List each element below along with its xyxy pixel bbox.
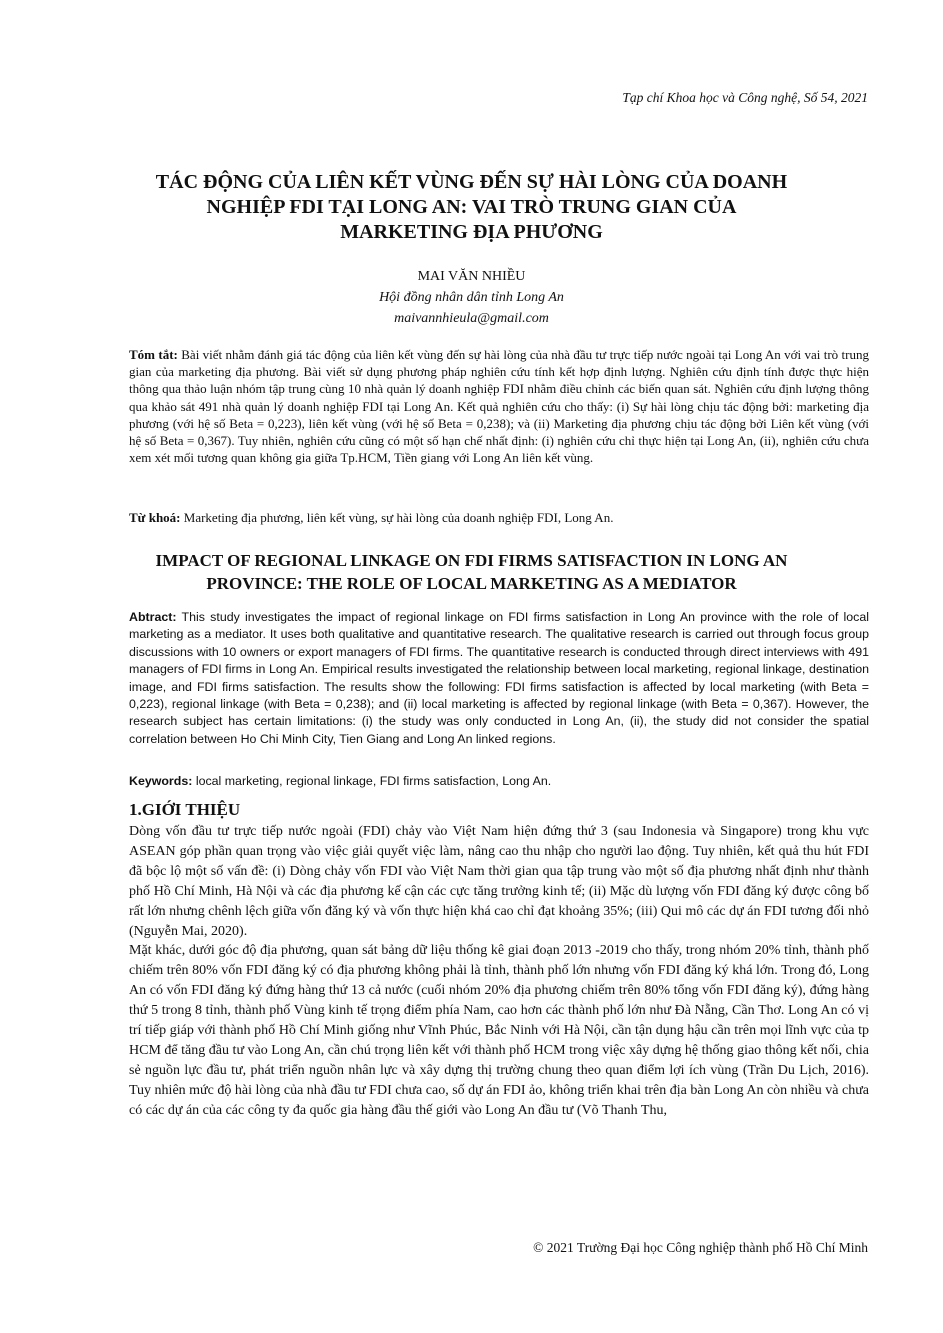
author-email: maivannhieula@gmail.com (394, 311, 549, 326)
english-keywords (129, 773, 869, 790)
section-1-paragraph-1: Dòng vốn đầu tư trực tiếp nước ngoài (FDI) chảy vào Việt Nam hiện đứng thứ 3 (sau Indonesia và Singapore) trong khu vực ASEAN góp phần quan trọng vào việc giải quyết việc làm, nâng cao thu nhập cho người lao động. Tuy nhiên, kết quả thu hút FDI đã bộc lộ một số vấn đề: (i) Dòng chảy vốn FDI vào Việt Nam thời gian qua tập trung vào một số địa phương nhất định như thành phố Hồ Chí Minh, Hà Nội và các địa phương kế cận các cực tăng trưởng kinh tế; (ii) Mặc dù lượng vốn FDI đăng ký được công bố rất lớn nhưng chênh lệch giữa vốn đăng ký và vốn thực hiện khá cao chỉ đạt khoảng 35%; (iii) Qui mô các dự án FDI tương đối nhỏ (Nguyễn Mai, 2020). (129, 824, 869, 939)
english-title-line-1: IMPACT OF REGIONAL LINKAGE ON FDI FIRMS SATISFACTION IN LONG AN (155, 551, 788, 570)
vietnamese-abstract-label: Tóm tắt: (129, 347, 178, 362)
vietnamese-title-line-3: MARKETING ĐỊA PHƯƠNG (340, 221, 603, 243)
english-abstract-text: This study investigates the impact of regional linkage on FDI firms satisfaction in Long An province with the role of local marketing as a mediator. It uses both qualitative and quantitative research. The qualitative research is carried out through focus group discussions with 10 owners or export managers of FDI firms. The quantitative research is conducted through direct interviews with 491 managers of FDI firms in Long An. Empirical results investigated the relationship between local marketing, regional linkage, destination image, and FDI firms satisfaction. The results show the following: FDI firms satisfaction is affected by local marketing (with Beta = 0,223), regional linkage (with Beta = 0,238); and (ii) local marketing is affected by regional linkage (with Beta = 0,367). However, the research subject has certain limitations: (i) the study was only conducted in Long An, (ii), the study did not consider the spatial correlation between Ho Chi Minh City, Tien Giang and Long An linked regions. (129, 610, 870, 746)
section-1-body (129, 822, 869, 1121)
english-title (110, 549, 833, 595)
copyright-footer: © 2021 Trường Đại học Công nghiệp thành phố Hồ Chí Minh (533, 1240, 868, 1255)
vietnamese-title-line-1: TÁC ĐỘNG CỦA LIÊN KẾT VÙNG ĐẾN SỰ HÀI LÒNG CỦA DOANH (155, 171, 788, 193)
author-affiliation: Hội đồng nhân dân tỉnh Long An (379, 290, 564, 305)
journal-header: Tạp chí Khoa học và Công nghệ, Số 54, 2021 (622, 90, 868, 105)
author-block (120, 266, 823, 329)
vietnamese-title-line-2: NGHIỆP FDI TẠI LONG AN: VAI TRÒ TRUNG GIAN CỦA (206, 196, 737, 218)
vietnamese-title (120, 170, 823, 245)
english-abstract (129, 609, 869, 748)
english-abstract-label: Abtract: (129, 610, 177, 624)
vietnamese-abstract (129, 346, 869, 466)
vietnamese-keywords (129, 509, 869, 526)
english-title-line-2: PROVINCE: THE ROLE OF LOCAL MARKETING AS A MEDIATOR (206, 574, 737, 593)
english-keywords-label: Keywords: (129, 774, 193, 788)
section-1-paragraph-2: Mặt khác, dưới góc độ địa phương, quan sát bảng dữ liệu thống kê giai đoạn 2013 -2019 cho thấy, trong nhóm 20% tỉnh, thành phố chiếm trên 80% vốn FDI đăng ký có địa phương không phải là tỉnh, thành phố lớn nhưng vốn FDI đăng ký khá lớn. Trong đó, Long An có vốn FDI đăng ký đứng hàng thứ 13 cả nước (cuối nhóm 20% địa phương chiếm trên 80% tổng vốn FDI đăng ký), đứng hàng thứ 5 trong 8 tỉnh, thành phố Vùng kinh tế trọng điểm phía Nam, cao hơn các thành phố lớn như Đà Nẵng, Cần Thơ. Long An có vị trí tiếp giáp với thành phố Hồ Chí Minh giống như Vĩnh Phúc, Bắc Ninh với Hà Nội, cần tận dụng hậu cần trên mọi lĩnh vực của tp HCM để tăng đầu tư vào Long An, cần chú trọng liên kết với thành phố HCM trong việc xây dựng hệ thống giao thông kết nối, chia sẻ nguồn lực đầu tư, phát triển nguồn nhân lực và xây dựng thị trường chung theo quan điểm lợi ích vùng (Trần Du Lịch, 2016). Tuy nhiên mức độ hài lòng của nhà đầu tư FDI chưa cao, số dự án FDI ảo, không triển khai trên địa bàn Long An còn nhiều và chưa có các dự án của các công ty đa quốc gia hàng đầu thế giới vào Long An đầu tư (Võ Thanh Thu, (129, 943, 869, 1118)
section-1-title: 1.GIỚI THIỆU (129, 800, 241, 819)
author-name: MAI VĂN NHIỀU (417, 269, 526, 284)
vietnamese-abstract-text: Bài viết nhằm đánh giá tác động của liên kết vùng đến sự hài lòng của nhà đầu tư trực tiếp nước ngoài tại Long An với vai trò trung gian của marketing địa phương. Bài viết sử dụng phương pháp nghiên cứu tính kết hợp định lượng. Nghiên cứu định tính được thực hiện thông qua thảo luận nhóm tập trung cùng 10 nhà quản lý doanh nghiệp FDI nhằm điều chỉnh các biến quan sát. Nghiên cứu định lượng thông qua khảo sát 491 nhà quản lý doanh nghiệp FDI tại Long An. Kết quả nghiên cứu cho thấy: (i) Sự hài lòng chịu tác động bởi: marketing địa phương (với hệ số Beta = 0,223), liên kết vùng (với hệ số Beta = 0,238); và (ii) Marketing địa phương chịu tác động bởi Liên kết vùng (với hệ số Beta = 0,367). Tuy nhiên, nghiên cứu cũng có một số hạn chế nhất định: (i) nghiên cứu chỉ thực hiện tại Long An, (ii), nghiên cứu chưa xem xét mối tương quan không gia giữa Tp.HCM, Tiền giang với Long An liên kết vùng. (129, 347, 869, 466)
vietnamese-keywords-text: Marketing địa phương, liên kết vùng, sự hài lòng của doanh nghiệp FDI, Long An. (183, 510, 614, 525)
vietnamese-keywords-label: Từ khoá: (129, 510, 181, 525)
english-keywords-text: local marketing, regional linkage, FDI firms satisfaction, Long An. (195, 774, 552, 788)
